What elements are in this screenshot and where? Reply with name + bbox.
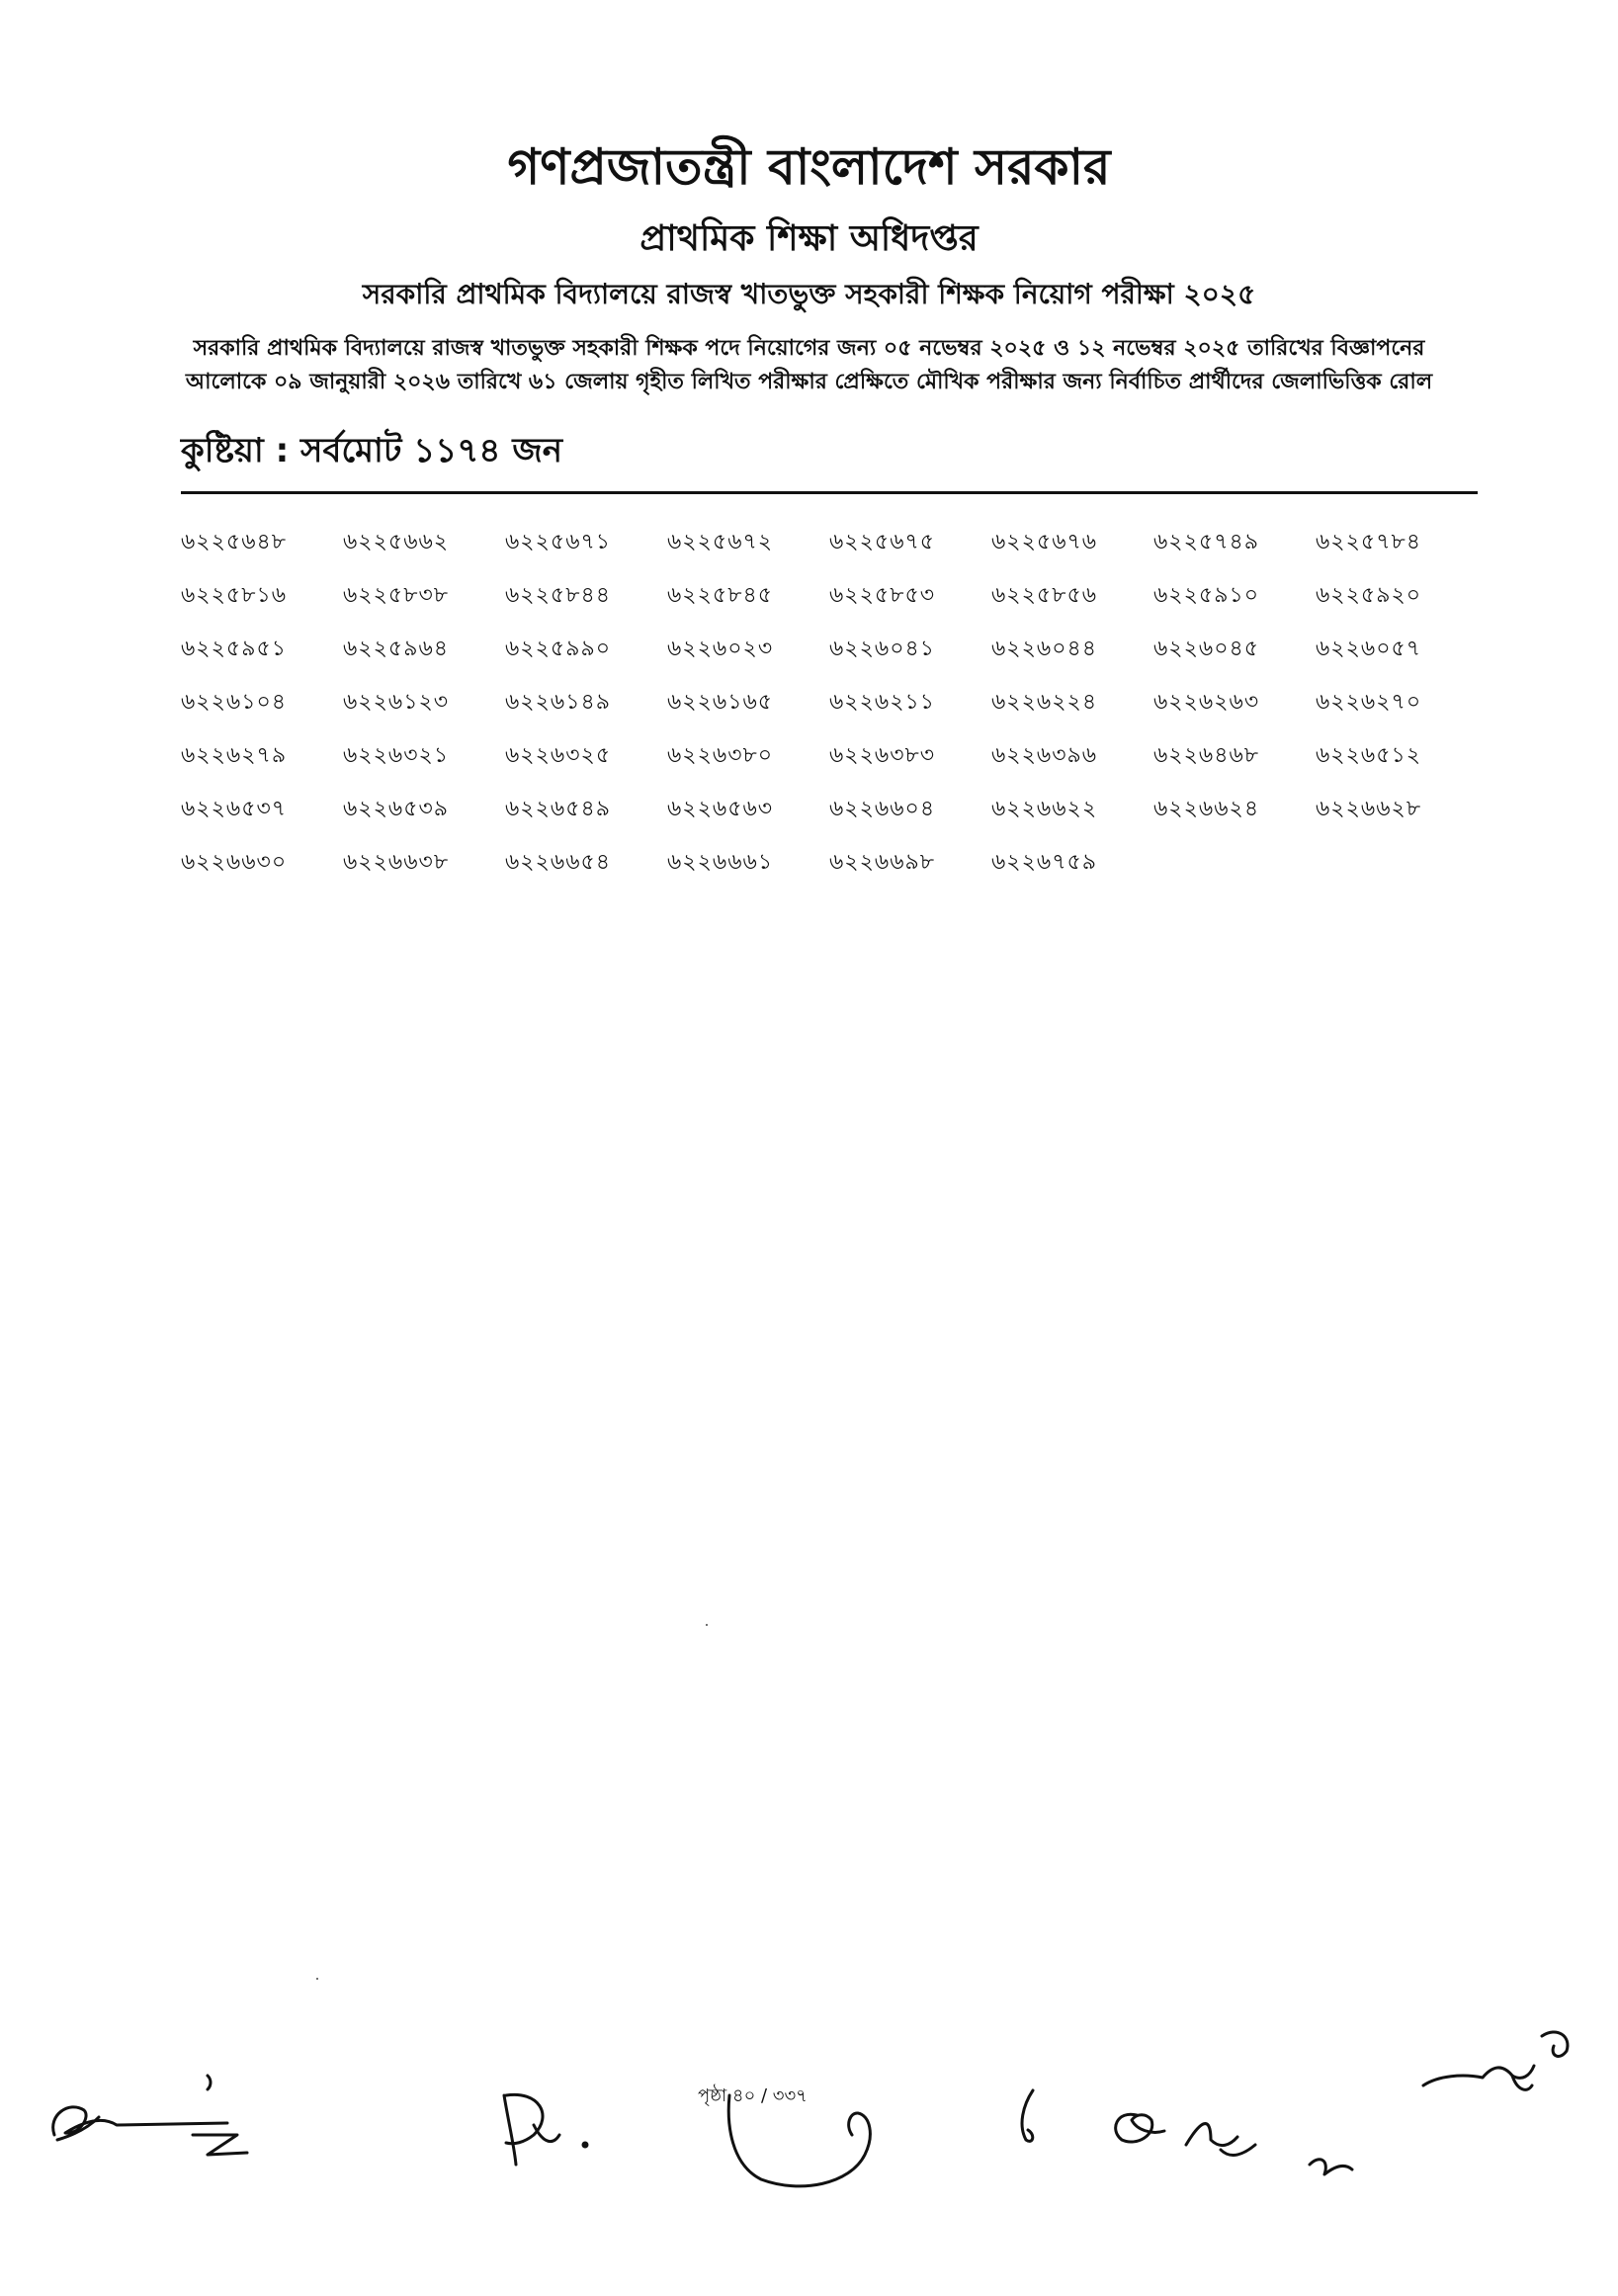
notice-text <box>148 332 1470 399</box>
signature-block <box>0 1997 1618 2293</box>
notice-line-2: আলোকে ০৯ জানুয়ারী ২০২৬ তারিখে ৬১ জেলায় গৃহীত লিখিত পরীক্ষার প্রেক্ষিতে মৌখিক পরীক্ষার জন্য নির্বাচিত প্রার্থীদের জেলাভিত্তিক রোল <box>185 370 1433 394</box>
speck <box>706 1624 708 1626</box>
roll-number: ৬২২৬০৪৪ <box>991 637 1098 661</box>
roll-number: ৬২২৬২৭০ <box>1316 690 1422 715</box>
roll-number: ৬২২৬৩৯৬ <box>991 743 1098 768</box>
roll-number: ৬২২৬১০৪ <box>181 690 288 715</box>
roll-number: ৬২২৬২২৪ <box>991 690 1098 715</box>
roll-number: ৬২২৫৬৭৫ <box>829 530 936 554</box>
roll-number: ৬২২৫৬৭১ <box>505 530 612 554</box>
roll-number: ৬২২৫৯৯০ <box>505 637 612 661</box>
roll-number: ৬২২৫৯১০ <box>1153 583 1260 608</box>
roll-number: ৬২২৬০৪১ <box>829 637 936 661</box>
exam-title: সরকারি প্রাথমিক বিদ্যালয়ে রাজস্ব খাতভুক্ত সহকারী শিক্ষক নিয়োগ পরীক্ষা ২০২৫ <box>362 278 1256 310</box>
roll-number: ৬২২৫৯৫১ <box>181 637 288 661</box>
roll-number: ৬২২৫৯২০ <box>1316 583 1422 608</box>
roll-number: ৬২২৬৪৬৮ <box>1153 743 1260 768</box>
roll-number-grid <box>181 526 1478 880</box>
district-heading: কুষ্টিয়া : সর্বমোট ১১৭৪ জন <box>181 431 563 470</box>
heading-underline <box>181 491 1478 494</box>
roll-number: ৬২২৫৬৬২ <box>343 530 450 554</box>
roll-number: ৬২২৫৮৫৬ <box>991 583 1098 608</box>
department-title: প্রাথমিক শিক্ষা অধিদপ্তর <box>639 218 979 259</box>
roll-number: ৬২২৫৮৪৪ <box>505 583 612 608</box>
roll-number: ৬২২৫৬৪৮ <box>181 530 288 554</box>
roll-number: ৬২২৬৬৯৮ <box>829 850 936 875</box>
roll-number: ৬২২৬৬২৪ <box>1153 797 1260 821</box>
roll-number: ৬২২৬১২৩ <box>343 690 450 715</box>
roll-number: ৬২২৫৮৪৫ <box>667 583 774 608</box>
roll-number: ৬২২৫৯৬৪ <box>343 637 450 661</box>
page-number: পৃষ্ঠা ৪০ / ৩৩৭ <box>698 2085 808 2106</box>
government-title: গণপ্রজাতন্ত্রী বাংলাদেশ সরকার <box>507 138 1111 196</box>
roll-number: ৬২২৬১৬৫ <box>667 690 774 715</box>
roll-number: ৬২২৬৬৬১ <box>667 850 774 875</box>
roll-number: ৬২২৬৬৩০ <box>181 850 288 875</box>
roll-number: ৬২২৬০৪৫ <box>1153 637 1260 661</box>
roll-number: ৬২২৫৬৭২ <box>667 530 774 554</box>
roll-number: ৬২২৫৮৫৩ <box>829 583 936 608</box>
roll-number: ৬২২৫৭৮৪ <box>1316 530 1422 554</box>
roll-number: ৬২২৬৫১২ <box>1316 743 1422 768</box>
speck <box>316 1978 318 1980</box>
signatures-drawing <box>0 1997 1618 2293</box>
roll-number: ৬২২৬৩৮৩ <box>829 743 936 768</box>
notice-line-1: সরকারি প্রাথমিক বিদ্যালয়ে রাজস্ব খাতভুক্ত সহকারী শিক্ষক পদে নিয়োগের জন্য ০৫ নভেম্বর ২০২৫ ও ১২ নভেম্বর ২০২৫ তারিখের বিজ্ঞাপনের <box>193 336 1425 361</box>
roll-number: ৬২২৫৭৪৯ <box>1153 530 1260 554</box>
roll-number: ৬২২৬১৪৯ <box>505 690 612 715</box>
roll-number: ৬২২৬৩২৫ <box>505 743 612 768</box>
roll-number: ৬২২৬২৬৩ <box>1153 690 1260 715</box>
roll-number: ৬২২৬০৫৭ <box>1316 637 1422 661</box>
roll-number: ৬২২৬০২৩ <box>667 637 774 661</box>
roll-number: ৬২২৫৬৭৬ <box>991 530 1098 554</box>
roll-number: ৬২২৬৫৩৯ <box>343 797 450 821</box>
roll-number: ৬২২৬৬৩৮ <box>343 850 450 875</box>
roll-number: ৬২২৬৫৪৯ <box>505 797 612 821</box>
roll-number: ৬২২৬৩৮০ <box>667 743 774 768</box>
roll-number: ৬২২৬৬৫৪ <box>505 850 612 875</box>
roll-number: ৬২২৬৬২২ <box>991 797 1098 821</box>
roll-number: ৬২২৬৬২৮ <box>1316 797 1422 821</box>
roll-number: ৬২২৬২৭৯ <box>181 743 288 768</box>
roll-number: ৬২২৫৮১৬ <box>181 583 288 608</box>
roll-number: ৬২২৬৭৫৯ <box>991 850 1098 875</box>
roll-number: ৬২২৬৫৩৭ <box>181 797 288 821</box>
roll-number: ৬২২৬২১১ <box>829 690 936 715</box>
roll-number: ৬২২৬৬০৪ <box>829 797 936 821</box>
roll-number: ৬২২৬৩২১ <box>343 743 450 768</box>
roll-number: ৬২২৫৮৩৮ <box>343 583 450 608</box>
roll-number: ৬২২৬৫৬৩ <box>667 797 774 821</box>
